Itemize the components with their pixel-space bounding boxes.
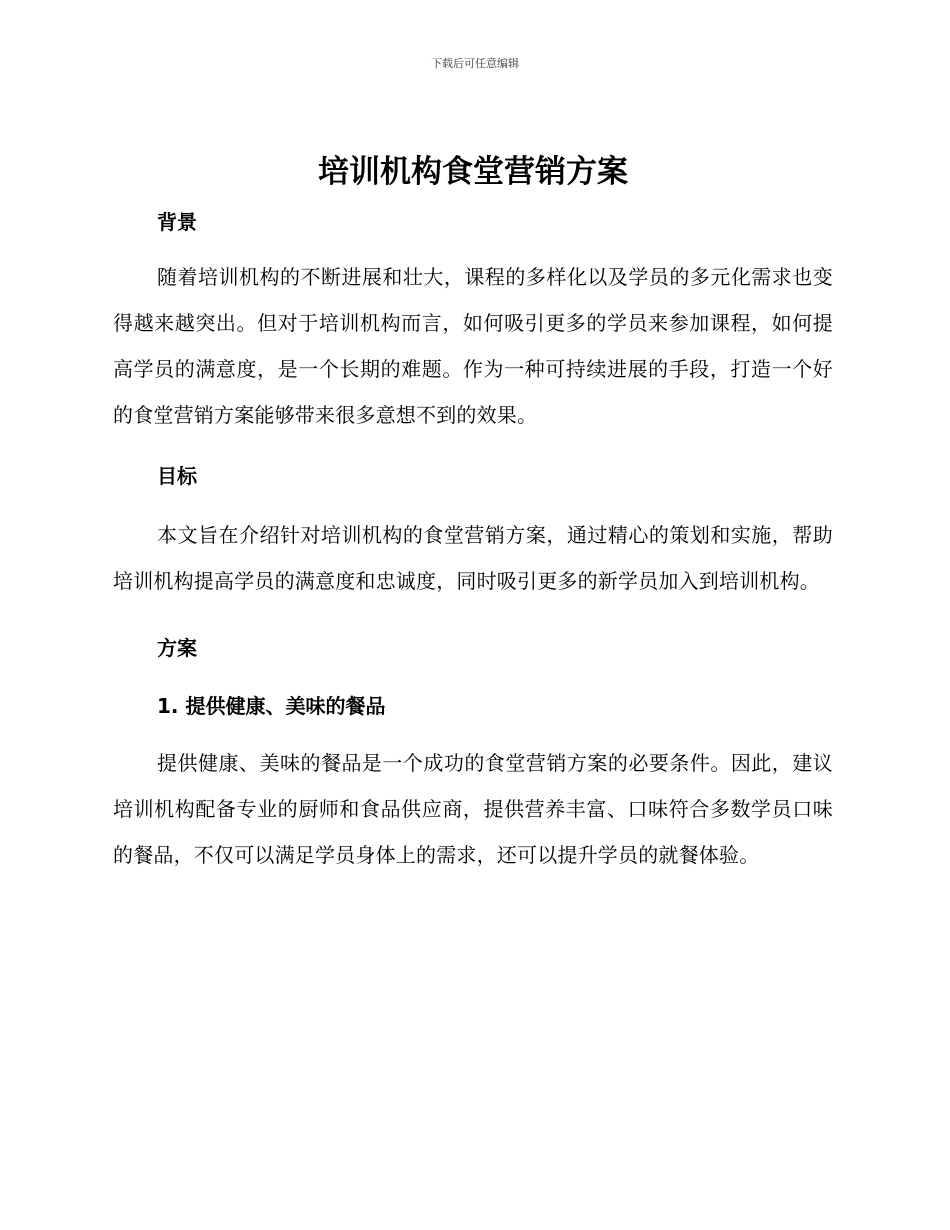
section-text-background: 随着培训机构的不断进展和壮大，课程的多样化以及学员的多元化需求也变得越来越突出。但对于培训机构而言，如何吸引更多的学员来参加课程，如何提高学员的满意度，是一个长期的难题。作为一种可持续进展的手段，打造一个好的食堂营销方案能够带来很多意想不到的效果。 bbox=[113, 265, 833, 427]
document-content bbox=[113, 150, 833, 878]
section-text-goal: 本文旨在介绍针对培训机构的食堂营销方案，通过精心的策划和实施，帮助培训机构提高学员的满意度和忠诚度，同时吸引更多的新学员加入到培训机构。 bbox=[113, 523, 833, 593]
section-heading-goal: 目标 bbox=[157, 464, 197, 488]
section-heading-background: 背景 bbox=[157, 210, 197, 234]
subsection-text-healthy-meals: 提供健康、美味的餐品是一个成功的食堂营销方案的必要条件。因此，建议培训机构配备专业的厨师和食品供应商，提供营养丰富、口味符合多数学员口味的餐品，不仅可以满足学员身体上的需求，还可以提升学员的就餐体验。 bbox=[113, 751, 833, 867]
document-title: 培训机构食堂营销方案 bbox=[318, 154, 628, 190]
section-heading-plan: 方案 bbox=[157, 636, 197, 660]
header-note: 下载后可任意编辑 bbox=[431, 57, 519, 70]
subsection-heading-healthy-meals: 1. 提供健康、美味的餐品 bbox=[157, 694, 386, 718]
